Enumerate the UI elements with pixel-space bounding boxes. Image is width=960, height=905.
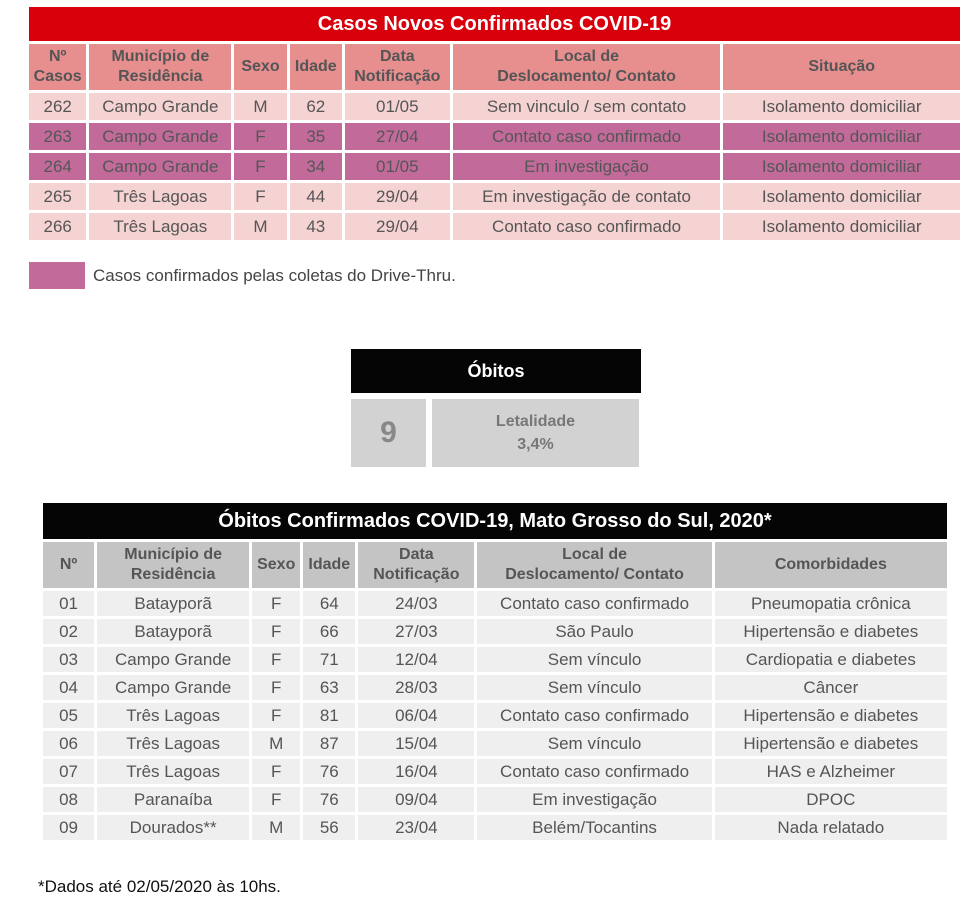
cell-municipio: Paranaíba: [97, 787, 249, 812]
cell-sexo: F: [252, 703, 300, 728]
cell-idade: 81: [303, 703, 355, 728]
cell-num: 04: [43, 675, 94, 700]
table-row: [43, 675, 947, 700]
cell-idade: 87: [303, 731, 355, 756]
new-cases-table: [26, 4, 960, 243]
cell-num: 266: [29, 213, 86, 240]
table-row: [43, 619, 947, 644]
header-local-deslocamento: Local de Deslocamento/ Contato: [477, 542, 711, 588]
cell-sexo: F: [252, 675, 300, 700]
cell-situacao: Isolamento domiciliar: [723, 183, 960, 210]
cell-sexo: F: [234, 123, 286, 150]
cell-data: 27/04: [345, 123, 450, 150]
deaths-summary: [351, 349, 641, 467]
cell-data: 23/04: [358, 815, 474, 840]
cell-idade: 63: [303, 675, 355, 700]
cell-sexo: F: [234, 183, 286, 210]
lethality-label: Letalidade: [495, 412, 576, 430]
table-row: [43, 591, 947, 616]
cell-data: 01/05: [345, 93, 450, 120]
table-row: [43, 647, 947, 672]
cell-local: Em investigação de contato: [453, 183, 721, 210]
table-row: [43, 703, 947, 728]
cell-local: Em investigação: [453, 153, 721, 180]
cell-data: 29/04: [345, 213, 450, 240]
cell-num: 06: [43, 731, 94, 756]
cell-comorbidades: Câncer: [715, 675, 947, 700]
cell-num: 08: [43, 787, 94, 812]
header-comorbidades: Comorbidades: [715, 542, 947, 588]
cell-municipio: Três Lagoas: [97, 759, 249, 784]
cell-idade: 66: [303, 619, 355, 644]
cell-municipio: Dourados**: [97, 815, 249, 840]
cell-local: Contato caso confirmado: [477, 703, 711, 728]
cell-idade: 71: [303, 647, 355, 672]
lethality-box: [432, 399, 639, 467]
cell-comorbidades: Hipertensão e diabetes: [715, 619, 947, 644]
header-data-notificacao: Data Notificação: [358, 542, 474, 588]
cell-data: 28/03: [358, 675, 474, 700]
cell-situacao: Isolamento domiciliar: [723, 153, 960, 180]
cell-num: 02: [43, 619, 94, 644]
footnote: *Dados até 02/05/2020 às 10hs.: [38, 877, 281, 896]
cell-data: 12/04: [358, 647, 474, 672]
cell-situacao: Isolamento domiciliar: [723, 93, 960, 120]
cell-data: 09/04: [358, 787, 474, 812]
cell-num: 265: [29, 183, 86, 210]
cell-sexo: F: [252, 759, 300, 784]
deaths-count: 9: [351, 399, 426, 467]
cell-idade: 64: [303, 591, 355, 616]
cell-sexo: M: [234, 213, 286, 240]
confirmed-deaths-table: [40, 500, 950, 843]
legend-text: Casos confirmados pelas coletas do Drive-Thru.: [93, 265, 456, 285]
cell-situacao: Isolamento domiciliar: [723, 123, 960, 150]
cell-num: 264: [29, 153, 86, 180]
header-sexo: Sexo: [234, 44, 286, 90]
table-row: [29, 123, 960, 150]
cell-municipio: Três Lagoas: [97, 703, 249, 728]
cell-local: Sem vínculo: [477, 731, 711, 756]
cell-local: São Paulo: [477, 619, 711, 644]
cell-local: Contato caso confirmado: [477, 759, 711, 784]
cell-sexo: M: [234, 93, 286, 120]
header-idade: Idade: [290, 44, 342, 90]
cell-local: Sem vinculo / sem contato: [453, 93, 721, 120]
header-municipio: Município de Residência: [89, 44, 231, 90]
header-data-notificacao: Data Notificação: [345, 44, 450, 90]
cell-sexo: F: [252, 787, 300, 812]
cell-num: 09: [43, 815, 94, 840]
cell-municipio: Três Lagoas: [89, 213, 231, 240]
cell-comorbidades: Pneumopatia crônica: [715, 591, 947, 616]
cell-num: 03: [43, 647, 94, 672]
new-cases-title: Casos Novos Confirmados COVID-19: [29, 7, 960, 41]
cell-municipio: Campo Grande: [89, 93, 231, 120]
cell-idade: 76: [303, 787, 355, 812]
cell-num: 05: [43, 703, 94, 728]
table-row: [43, 759, 947, 784]
table-row: [43, 787, 947, 812]
header-sexo: Sexo: [252, 542, 300, 588]
cell-data: 24/03: [358, 591, 474, 616]
cell-local: Sem vínculo: [477, 647, 711, 672]
cell-municipio: Campo Grande: [97, 647, 249, 672]
header-situacao: Situação: [723, 44, 960, 90]
cell-idade: 44: [290, 183, 342, 210]
header-idade: Idade: [303, 542, 355, 588]
cell-comorbidades: Cardiopatia e diabetes: [715, 647, 947, 672]
cell-num: 07: [43, 759, 94, 784]
cell-sexo: F: [252, 647, 300, 672]
cell-data: 29/04: [345, 183, 450, 210]
cell-sexo: F: [234, 153, 286, 180]
cell-num: 262: [29, 93, 86, 120]
cell-comorbidades: HAS e Alzheimer: [715, 759, 947, 784]
deaths-header-row: [43, 542, 947, 588]
cell-sexo: M: [252, 815, 300, 840]
cell-data: 27/03: [358, 619, 474, 644]
cell-idade: 35: [290, 123, 342, 150]
cell-municipio: Batayporã: [97, 619, 249, 644]
table-row: [29, 213, 960, 240]
cell-local: Sem vínculo: [477, 675, 711, 700]
cell-idade: 43: [290, 213, 342, 240]
lethality-value: 3,4%: [517, 436, 554, 453]
cell-municipio: Campo Grande: [89, 123, 231, 150]
deaths-table-title: Óbitos Confirmados COVID-19, Mato Grosso do Sul, 2020*: [43, 503, 947, 539]
drive-thru-legend: [29, 262, 456, 289]
new-cases-header-row: [29, 44, 960, 90]
legend-swatch: [29, 262, 85, 289]
header-municipio: Município de Residência: [97, 542, 249, 588]
cell-local: Contato caso confirmado: [453, 123, 721, 150]
cell-municipio: Campo Grande: [89, 153, 231, 180]
cell-sexo: F: [252, 591, 300, 616]
cell-comorbidades: DPOC: [715, 787, 947, 812]
cell-num: 01: [43, 591, 94, 616]
cell-data: 06/04: [358, 703, 474, 728]
cell-data: 01/05: [345, 153, 450, 180]
cell-local: Belém/Tocantins: [477, 815, 711, 840]
table-row: [29, 183, 960, 210]
table-row: [43, 815, 947, 840]
cell-comorbidades: Hipertensão e diabetes: [715, 731, 947, 756]
cell-data: 15/04: [358, 731, 474, 756]
header-num: Nº: [43, 542, 94, 588]
cell-situacao: Isolamento domiciliar: [723, 213, 960, 240]
table-row: [29, 153, 960, 180]
cell-municipio: Campo Grande: [97, 675, 249, 700]
cell-municipio: Três Lagoas: [97, 731, 249, 756]
cell-comorbidades: Hipertensão e diabetes: [715, 703, 947, 728]
cell-num: 263: [29, 123, 86, 150]
cell-sexo: M: [252, 731, 300, 756]
cell-idade: 34: [290, 153, 342, 180]
cell-idade: 76: [303, 759, 355, 784]
deaths-summary-title: Óbitos: [351, 349, 641, 393]
header-local-deslocamento: Local de Deslocamento/ Contato: [453, 44, 721, 90]
cell-local: Contato caso confirmado: [453, 213, 721, 240]
cell-idade: 56: [303, 815, 355, 840]
table-row: [43, 731, 947, 756]
cell-sexo: F: [252, 619, 300, 644]
cell-municipio: Três Lagoas: [89, 183, 231, 210]
cell-idade: 62: [290, 93, 342, 120]
cell-municipio: Batayporã: [97, 591, 249, 616]
cell-comorbidades: Nada relatado: [715, 815, 947, 840]
table-row: [29, 93, 960, 120]
cell-data: 16/04: [358, 759, 474, 784]
header-num-casos: Nº Casos: [29, 44, 86, 90]
cell-local: Em investigação: [477, 787, 711, 812]
cell-local: Contato caso confirmado: [477, 591, 711, 616]
